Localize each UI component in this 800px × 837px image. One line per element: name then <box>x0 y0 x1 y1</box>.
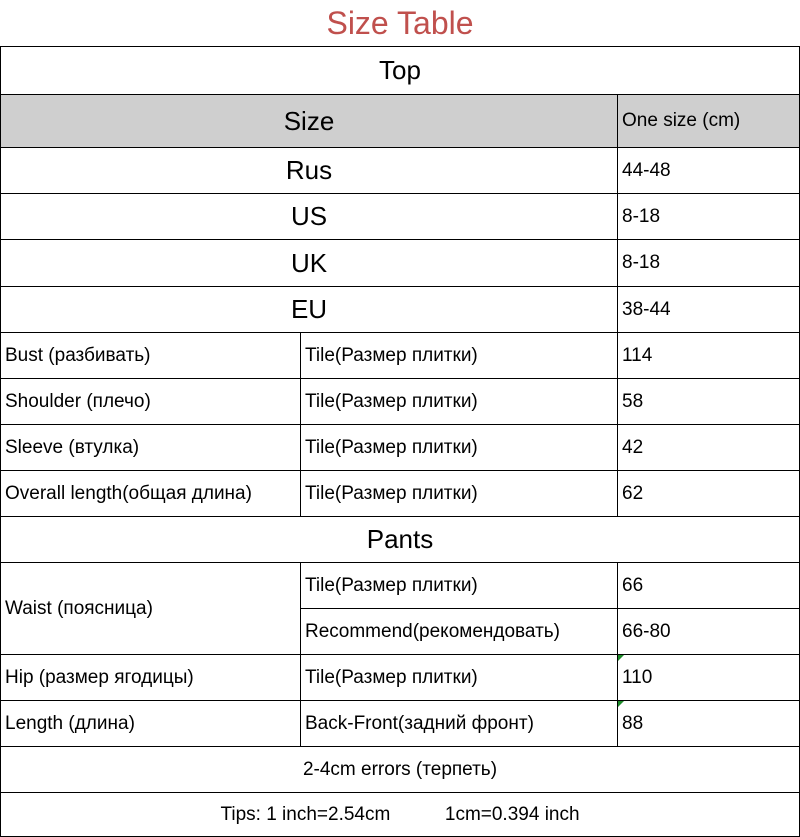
measurement-name: Bust (разбивать) <box>1 333 301 379</box>
measurement-method: Tile(Размер плитки) <box>301 471 618 517</box>
measurement-name: Overall length(общая длина) <box>1 471 301 517</box>
measurement-method: Tile(Размер плитки) <box>301 563 618 609</box>
region-name: Rus <box>1 148 618 194</box>
measurement-name: Shoulder (плечо) <box>1 379 301 425</box>
measurement-value: 110 <box>618 655 800 701</box>
tips-row <box>1 793 800 837</box>
measurement-row <box>1 333 800 379</box>
region-row <box>1 287 800 333</box>
region-value: 8-18 <box>618 194 800 240</box>
measurement-value: 58 <box>618 379 800 425</box>
region-name: UK <box>1 240 618 287</box>
one-size-header: One size (cm) <box>618 95 800 148</box>
table-title: Size Table <box>326 5 474 41</box>
pants-heading: Pants <box>1 517 800 563</box>
region-value: 44-48 <box>618 148 800 194</box>
size-header: Size <box>1 95 618 148</box>
measurement-name: Length (длина) <box>1 701 301 747</box>
measurement-value: 114 <box>618 333 800 379</box>
measurement-row <box>1 655 800 701</box>
size-table <box>0 46 800 837</box>
top-heading: Top <box>1 47 800 95</box>
measurement-row <box>1 425 800 471</box>
measurement-method: Recommend(рекомендовать) <box>301 609 618 655</box>
measurement-method: Back-Front(задний фронт) <box>301 701 618 747</box>
measurement-row <box>1 471 800 517</box>
region-row <box>1 240 800 287</box>
measurement-method: Tile(Размер плитки) <box>301 379 618 425</box>
measurement-method: Tile(Размер плитки) <box>301 333 618 379</box>
measurement-name: Hip (размер ягодицы) <box>1 655 301 701</box>
errors-row <box>1 747 800 793</box>
measurement-method: Tile(Размер плитки) <box>301 425 618 471</box>
region-value: 8-18 <box>618 240 800 287</box>
region-row <box>1 148 800 194</box>
measurement-value: 88 <box>618 701 800 747</box>
waist-name: Waist (поясница) <box>1 563 301 655</box>
measurement-method: Tile(Размер плитки) <box>301 655 618 701</box>
tip-cm: 1cm=0.394 inch <box>444 803 580 825</box>
header-row <box>1 95 800 148</box>
errors-note: 2-4cm errors (терпеть) <box>1 747 800 793</box>
measurement-name: Sleeve (втулка) <box>1 425 301 471</box>
measurement-value: 66-80 <box>618 609 800 655</box>
pants-section-row <box>1 517 800 563</box>
measurement-value: 62 <box>618 471 800 517</box>
tip-inch: Tips: 1 inch=2.54cm <box>220 803 391 825</box>
waist-row <box>1 563 800 609</box>
top-section-row <box>1 47 800 95</box>
region-row <box>1 194 800 240</box>
tips-cell <box>1 793 800 837</box>
measurement-value: 42 <box>618 425 800 471</box>
measurement-row <box>1 701 800 747</box>
region-name: EU <box>1 287 618 333</box>
region-name: US <box>1 194 618 240</box>
measurement-row <box>1 379 800 425</box>
measurement-value: 66 <box>618 563 800 609</box>
region-value: 38-44 <box>618 287 800 333</box>
